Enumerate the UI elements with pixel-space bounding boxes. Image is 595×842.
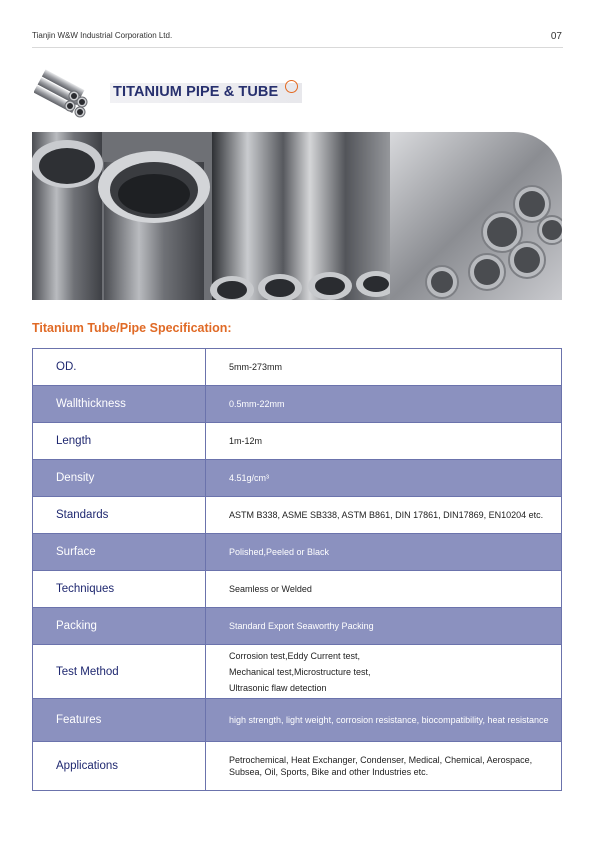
table-row xyxy=(33,742,562,791)
spec-value-techniques: Seamless or Welded xyxy=(206,571,562,608)
table-row xyxy=(33,349,562,386)
spec-value-applications: Petrochemical, Heat Exchanger, Condenser, Medical, Chemical, Aerospace, Subsea, Oil, Sports, Bike and other Industries etc. xyxy=(206,742,562,791)
spec-label-techniques: Techniques xyxy=(33,571,206,608)
spec-label-density: Density xyxy=(33,460,206,497)
table-row xyxy=(33,460,562,497)
table-row xyxy=(33,534,562,571)
page-number: 07 xyxy=(550,31,562,42)
spec-label-test-method: Test Method xyxy=(33,645,206,699)
test-method-line: Mechanical test,Microstructure test, xyxy=(229,666,371,677)
spec-label-wallthickness: Wallthickness xyxy=(33,386,206,423)
spec-label-applications: Applications xyxy=(33,742,206,791)
spec-label-length: Length xyxy=(33,423,206,460)
page-header xyxy=(32,30,563,48)
table-row xyxy=(33,497,562,534)
spec-value-standards: ASTM B338, ASME SB338, ASTM B861, DIN 17861, DIN17869, EN10204 etc. xyxy=(206,497,562,534)
spec-value-packing: Standard Export Seaworthy Packing xyxy=(206,608,562,645)
large-titanium-tubes-photo xyxy=(32,132,212,300)
page-title: TITANIUM PIPE & TUBE xyxy=(113,84,279,100)
spec-value-test-method xyxy=(206,645,562,699)
spec-value-features: high strength, light weight, corrosion resistance, biocompatibility, heat resistance xyxy=(206,699,562,742)
table-row xyxy=(33,386,562,423)
test-method-line: Ultrasonic flaw detection xyxy=(229,682,327,693)
spec-label-packing: Packing xyxy=(33,608,206,645)
spec-label-od: OD. xyxy=(33,349,206,386)
spec-value-od: 5mm-273mm xyxy=(206,349,562,386)
titanium-pipes-row-photo xyxy=(210,132,396,300)
spec-label-standards: Standards xyxy=(33,497,206,534)
spec-value-density: 4.51g/cm³ xyxy=(206,460,562,497)
titanium-tube-bundle-icon xyxy=(34,68,90,120)
table-row xyxy=(33,645,562,699)
spec-table xyxy=(32,348,562,791)
spec-value-length: 1m-12m xyxy=(206,423,562,460)
spec-label-features: Features xyxy=(33,699,206,742)
table-row xyxy=(33,423,562,460)
table-row xyxy=(33,571,562,608)
test-method-line: Corrosion test,Eddy Current test, xyxy=(229,650,361,661)
table-row xyxy=(33,699,562,742)
spec-value-surface: Polished,Peeled or Black xyxy=(206,534,562,571)
product-photos xyxy=(32,132,562,300)
circle-accent-icon xyxy=(285,80,298,93)
table-row xyxy=(33,608,562,645)
spec-value-wallthickness: 0.5mm-22mm xyxy=(206,386,562,423)
spec-label-surface: Surface xyxy=(33,534,206,571)
spec-heading: Titanium Tube/Pipe Specification: xyxy=(32,321,232,335)
titanium-pipe-stack-photo xyxy=(390,132,562,300)
company-name: Tianjin W&W Industrial Corporation Ltd. xyxy=(32,31,173,40)
